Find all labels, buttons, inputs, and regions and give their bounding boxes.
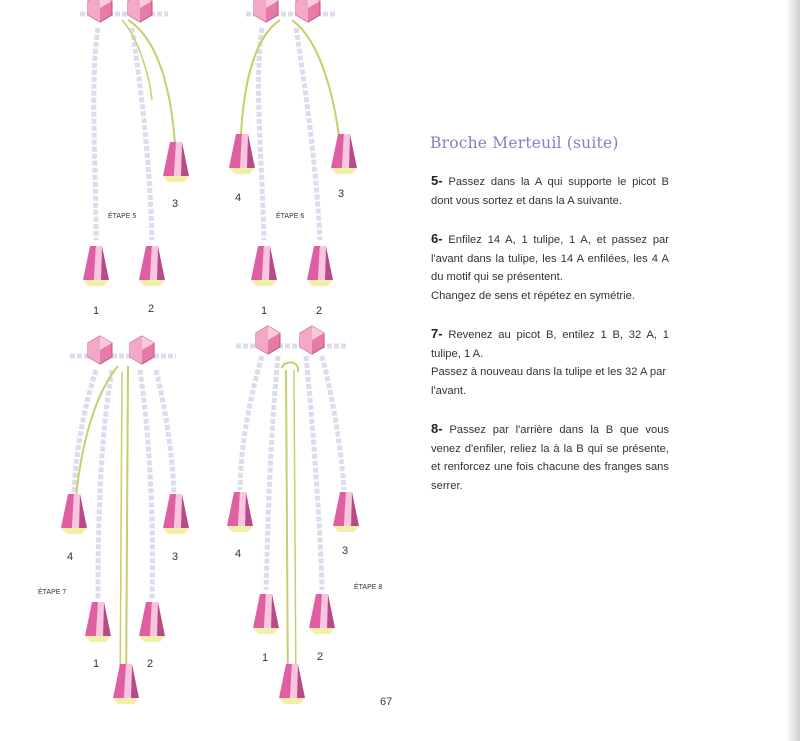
- diagram-etape-7: [61, 336, 189, 704]
- diagram-etape-8: [227, 326, 359, 704]
- etape5-n2: 2: [148, 303, 155, 315]
- etape6-n4: 4: [235, 192, 242, 204]
- etape5-n1: 1: [93, 305, 100, 317]
- step-8: [431, 420, 669, 495]
- step-text: Passez dans la A qui supporte le picot B dont vous sortez et dans la A suivante.: [431, 176, 669, 207]
- diagram-etape-6: [229, 0, 357, 286]
- step-extra: Passez à nouveau dans la tulipe et les 32 A par l'avant.: [431, 366, 667, 397]
- etape7-label: ÉTAPE 7: [38, 589, 67, 596]
- step-number: 7-: [431, 326, 443, 341]
- etape8-n4: 4: [235, 548, 242, 560]
- step-text: Enfilez 14 A, 1 tulipe, 1 A, et passez par l'avant dans la tulipe, les 14 A enfilées, les 4 A du motif qui se présentent.: [431, 234, 669, 283]
- etape8-n1: 1: [262, 652, 269, 664]
- etape8-n3: 3: [342, 545, 349, 557]
- etape6-n3: 3: [338, 188, 345, 200]
- etape5-label: ÉTAPE 5: [108, 213, 137, 220]
- step-text: Revenez au picot B, entilez 1 B, 32 A, 1 tulipe, 1 A.: [431, 329, 670, 360]
- step-6: [431, 230, 669, 305]
- etape7-n4: 4: [67, 551, 74, 563]
- page-title: Broche Merteuil (suite): [430, 134, 619, 152]
- etape8-n2: 2: [317, 651, 324, 663]
- step-extra: Changez de sens et répétez en symétrie.: [431, 289, 635, 302]
- step-5: [431, 172, 669, 210]
- step-text: Passez par l'arrière dans la B que vous venez d'enfiler, reliez la à la B qui se présente, et renforcez une fois chacune des franges sans serrer.: [431, 424, 670, 492]
- diagram-etape-5: [80, 0, 189, 286]
- etape6-n1: 1: [261, 305, 268, 317]
- step-number: 8-: [431, 421, 443, 436]
- step-number: 5-: [431, 173, 443, 188]
- instructions: [431, 172, 669, 515]
- etape8-label: ÉTAPE 8: [354, 584, 383, 591]
- etape7-n3: 3: [172, 551, 179, 563]
- etape5-n3: 3: [172, 198, 179, 210]
- etape7-n1: 1: [93, 658, 100, 670]
- page-number: 67: [380, 696, 393, 708]
- etape7-n2: 2: [147, 658, 154, 670]
- page-edge-shadow: [786, 0, 800, 741]
- step-7: [431, 325, 669, 400]
- etape6-n2: 2: [316, 305, 323, 317]
- step-number: 6-: [431, 231, 443, 246]
- etape6-label: ÉTAPE 6: [276, 213, 305, 220]
